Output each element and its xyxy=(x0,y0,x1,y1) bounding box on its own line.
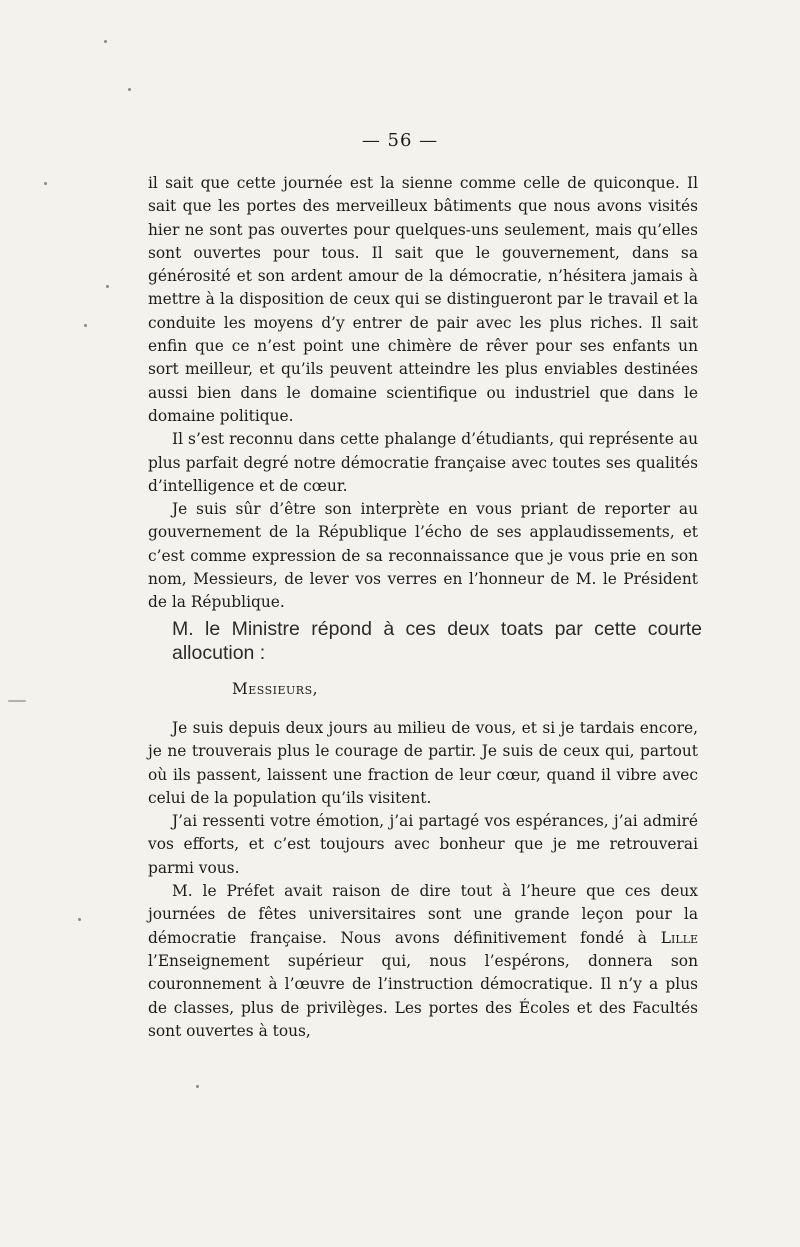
paragraph: Je suis sûr d’être son interprète en vous priant de reporter au gouvernement de la République l’écho de ses applaudissements, et c’est comme expression de sa reconnaissance que je vous prie en son nom, Messieurs, de lever vos verres en l’honneur de M. le Président de la République. xyxy=(148,500,698,612)
paper-speck xyxy=(196,1085,199,1088)
paper-speck xyxy=(128,88,131,91)
paper-speck xyxy=(104,40,107,43)
paragraph: Je suis depuis deux jours au milieu de vous, et si je tardais encore, je ne trouverais plus le courage de partir. Je suis de ceux qui, partout où ils passent, laissent une fraction de leur cœur, quand il vibre avec celui de la population qu’ils visitent. xyxy=(148,719,698,807)
paper-speck xyxy=(84,324,87,327)
letter-continuation xyxy=(148,172,698,615)
city-name: Lille xyxy=(660,928,698,947)
paper-speck xyxy=(44,182,47,185)
paragraph: il sait que cette journée est la sienne comme celle de quiconque. Il sait que les portes des merveilleux bâtiments que nous avons visités hier ne sont pas ouvertes pour quelques-uns seulement, mais qu’elles sont ouvertes pour tous. Il sait que le gouvernement, dans sa générosité et son ardent amour de la démocratie, n’hésitera jamais à mettre à la disposition de ceux qui se distingueront par le travail et la conduite les moyens d’y entrer de pair avec les plus riches. Il sait enfin que ce n’est point une chimère de rêver pour ses enfants un sort meilleur, et qu’ils peuvent atteindre les plus enviables destinées aussi bien dans le domaine scientifique ou industriel que dans le domaine politique. xyxy=(148,174,698,425)
minister-speech xyxy=(148,717,698,1043)
paragraph xyxy=(148,880,698,1043)
paragraph: Il s’est reconnu dans cette phalange d’étudiants, qui représente au plus parfait degré notre démocratie française avec toutes ses qualités d’intelligence et de cœur. xyxy=(148,430,698,495)
paragraph-text: l’Enseignement supérieur qui, nous l’espérons, donnera son couronnement à l’œuvre de l’instruction démocratique. Il n’y a plus de classes, plus de privilèges. Les portes des Écoles et des Facultés sont ouvertes à tous, xyxy=(148,951,698,1040)
page-number: — 56 — xyxy=(361,130,439,151)
paper-speck xyxy=(78,918,81,921)
paper-speck xyxy=(8,700,26,702)
salutation: Messieurs, xyxy=(232,680,319,698)
paragraph: J’ai ressenti votre émotion, j’ai partagé vos espérances, j’ai admiré vos efforts, et c’est toujours avec bonheur que je me retrouverai parmi vous. xyxy=(148,812,698,877)
section-heading: M. le Ministre répond à ces deux toats par cette courte allocution : xyxy=(172,618,702,664)
paper-speck xyxy=(106,285,109,288)
paragraph-text: M. le Préfet avait raison de dire tout à l’heure que ces deux journées de fêtes universitaires sont une grande leçon pour la démocratie française. Nous avons définitivement fondé à xyxy=(148,882,698,947)
